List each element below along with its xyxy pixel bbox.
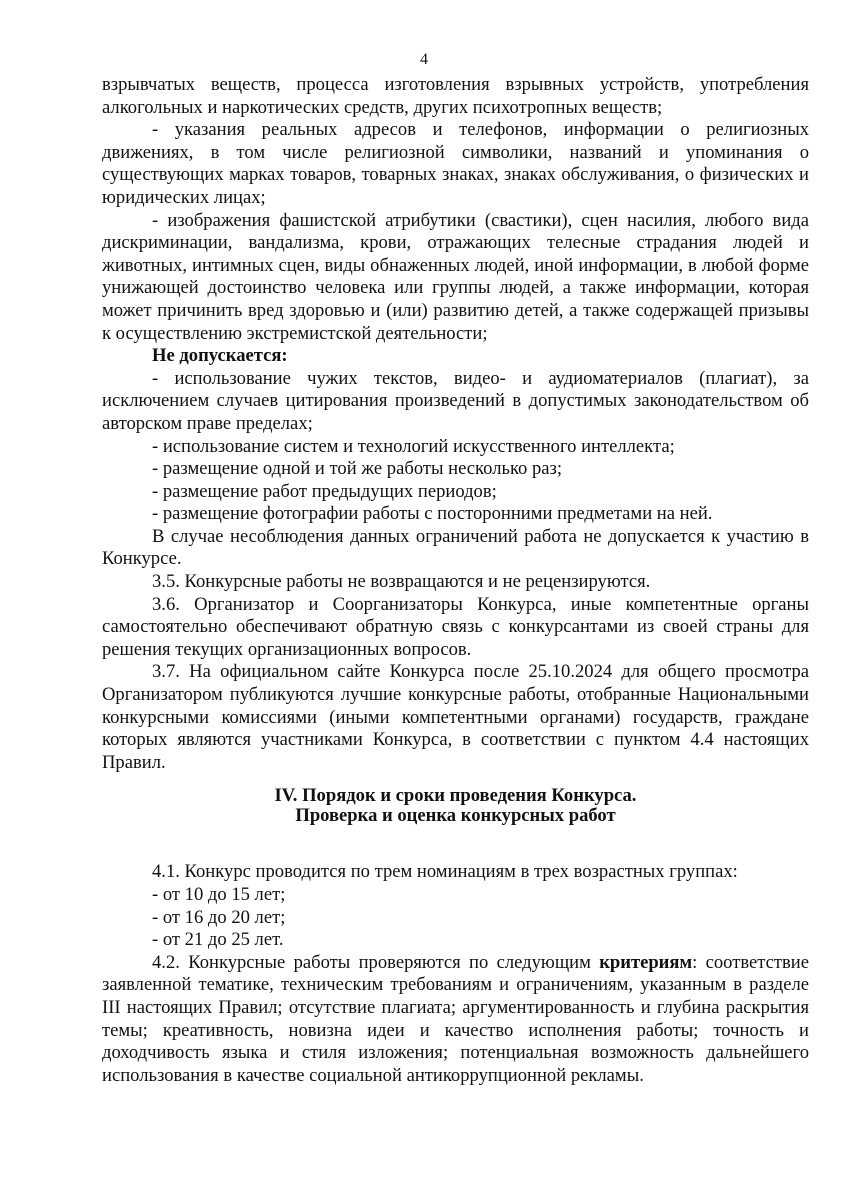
blocks_top-paragraph: взрывчатых веществ, процесса изготовления взрывных устройств, употребления алкогольных и наркотических средств, других психотропных веществ; xyxy=(102,74,809,118)
page-number: 4 xyxy=(420,51,428,68)
criteria-keyword: критериям xyxy=(599,951,693,973)
blocks_top-paragraph: - указания реальных адресов и телефонов, информации о религиозных движениях, в том числе религиозной символики, названий и упоминания о существующих марках товаров, товарных знаках, знаках обслуживания, о физических и юридических лицах; xyxy=(102,119,809,208)
blocks_top-paragraph: - размещение работ предыдущих периодов; xyxy=(152,480,497,502)
blocks_top-paragraph: 3.5. Конкурсные работы не возвращаются и не рецензируются. xyxy=(152,571,651,593)
document-body xyxy=(102,74,809,1087)
blocks_top-paragraph: В случае несоблюдения данных ограничений работа не допускается к участию в Конкурсе. xyxy=(102,525,809,570)
blocks_bottom-paragraph: - от 21 до 25 лет. xyxy=(152,929,284,951)
blocks_bottom-paragraph: 4.1. Конкурс проводится по трем номинациям в трех возрастных группах: xyxy=(152,861,738,883)
blocks_top-paragraph: - использование чужих текстов, видео- и аудиоматериалов (плагиат), за исключением случаев цитирования произведений в допустимых законодательством об авторском праве пределах; xyxy=(102,367,809,434)
blocks_top-paragraph: - размещение одной и той же работы несколько раз; xyxy=(152,458,563,480)
section-4-items xyxy=(102,861,809,951)
section-3-continuation xyxy=(102,74,809,774)
section-heading-line-2: Проверка и оценка конкурсных работ xyxy=(295,804,616,826)
blocks_top-paragraph: Не допускается: xyxy=(152,345,288,367)
paragraph-4-2-lead: 4.2. Конкурсные работы проверяются по следующим xyxy=(152,951,600,973)
blocks_top-paragraph: 3.6. Организатор и Соорганизаторы Конкурса, иные компетентные органы самостоятельно обеспечивают обратную связь с конкурсантами из своей страны для решения текущих организационных вопросов. xyxy=(102,593,809,660)
section-heading-line-1: IV. Порядок и сроки проведения Конкурса. xyxy=(274,785,637,807)
paragraph-4-2-body: : соответствие заявленной тематике, техническим требованиям и ограничениям, указанным в разделе III настоящих Правил; отсутствие плагиата; аргументированность и глубина раскрытия темы; креативность, новизна идеи и качество исполнения работы; точность и доходчивость языка и стиля изложения; потенциальная возможность дальнейшего использования в качестве социальной антикоррупционной рекламы. xyxy=(102,951,809,1086)
blocks_top-paragraph: - размещение фотографии работы с посторонними предметами на ней. xyxy=(152,503,713,525)
paragraph-4-2 xyxy=(102,952,809,1088)
blocks_bottom-paragraph: - от 16 до 20 лет; xyxy=(152,906,286,928)
blocks_top-paragraph: - использование систем и технологий искусственного интеллекта; xyxy=(152,435,675,457)
section-heading xyxy=(102,786,809,825)
blocks_top-paragraph: 3.7. На официальном сайте Конкурса после 25.10.2024 для общего просмотра Организатором публикуются лучшие конкурсные работы, отобранные Национальными конкурсными комиссиями (иными компетентными органами) государств, граждане которых являются участниками Конкурса, в соответствии с пунктом 4.4 настоящих Правил. xyxy=(102,661,809,773)
blocks_top-paragraph: - изображения фашистской атрибутики (свастики), сцен насилия, любого вида дискриминации, вандализма, крови, отражающих телесные страдания людей и животных, интимных сцен, виды обнаженных людей, иной информации, в любой форме унижающей достоинство человека или группы людей, а также информации, которая может причинить вред здоровью и (или) развитию детей, а также содержащей призывы к осуществлению экстремистской деятельности; xyxy=(102,209,809,344)
blocks_bottom-paragraph: - от 10 до 15 лет; xyxy=(152,884,286,905)
